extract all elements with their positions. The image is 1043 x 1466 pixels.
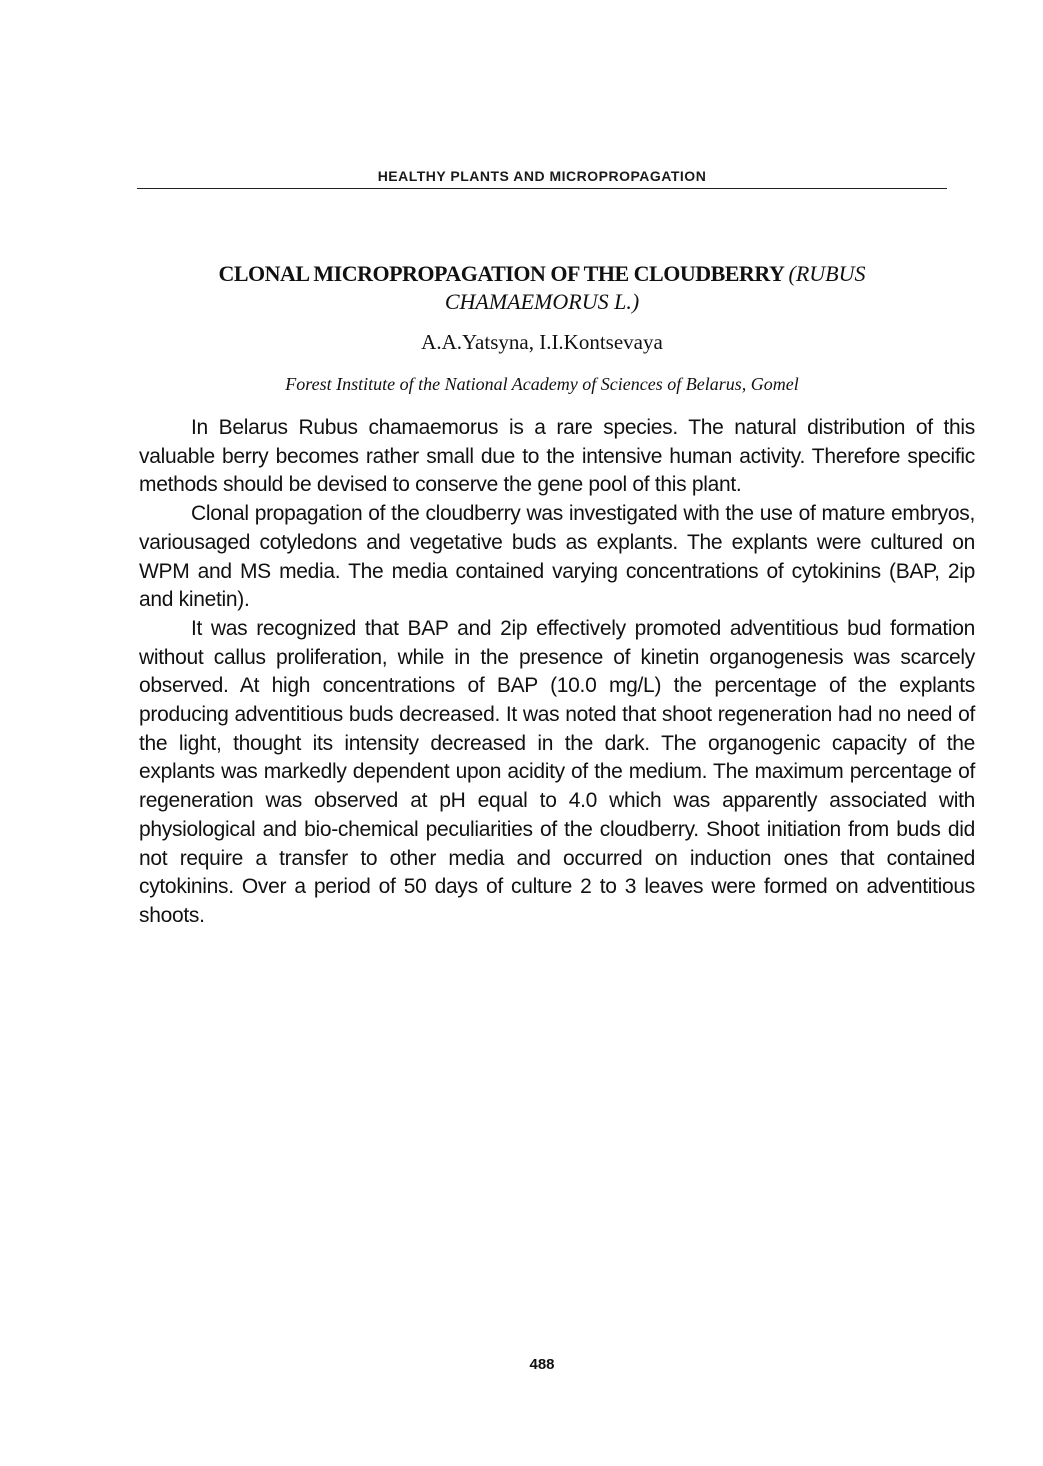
article-body: [139, 414, 975, 931]
article-authors: A.A.Yatsyna, I.I.Kontsevaya: [421, 330, 663, 354]
article-title: [137, 260, 947, 316]
article-affiliation: Forest Institute of the National Academy of Sciences of Belarus, Gomel: [285, 374, 799, 394]
article-title-main: CLONAL MICROPROPAGATION OF THE CLOUDBERRY: [218, 261, 789, 286]
header-rule: [137, 188, 947, 189]
page-number: 488: [529, 1356, 555, 1373]
body-paragraph: It was recognized that BAP and 2ip effectively promoted adventitious bud formation without callus proliferation, while in the presence of kinetin organogenesis was scarcely observed. At high concentrations of BAP (10.0 mg/L) the percentage of the explants producing adventitious buds decreased. It was noted that shoot regeneration had no need of the light, thought its intensity decreased in the dark. The organogenic capacity of the explants was markedly dependent upon acidity of the medium. The maximum percentage of regeneration was observed at pH equal to 4.0 which was apparently associated with physiological and bio-chemical peculiarities of the cloudberry. Shoot initiation from buds did not require a transfer to other media and occurred on induction ones that contained cytokinins. Over a period of 50 days of culture 2 to 3 leaves were formed on adventitious shoots.: [139, 616, 975, 927]
body-paragraph: Clonal propagation of the cloudberry was investigated with the use of mature embryos, variousaged cotyledons and vegetative buds as explants. The explants were cultured on WPM and MS media. The media contained varying concentrations of cytokinins (BAP, 2ip and kinetin).: [139, 502, 975, 612]
article-title-italic: (RUBUS CHAMAEMORUS L.): [444, 261, 866, 314]
body-paragraph: In Belarus Rubus chamaemorus is a rare species. The natural distribution of this valuable berry becomes rather small due to the intensive human activity. Therefore specific methods should be devised to conserve the gene pool of this plant.: [139, 416, 975, 497]
running-header: HEALTHY PLANTS AND MICROPROPAGATION: [377, 168, 707, 184]
